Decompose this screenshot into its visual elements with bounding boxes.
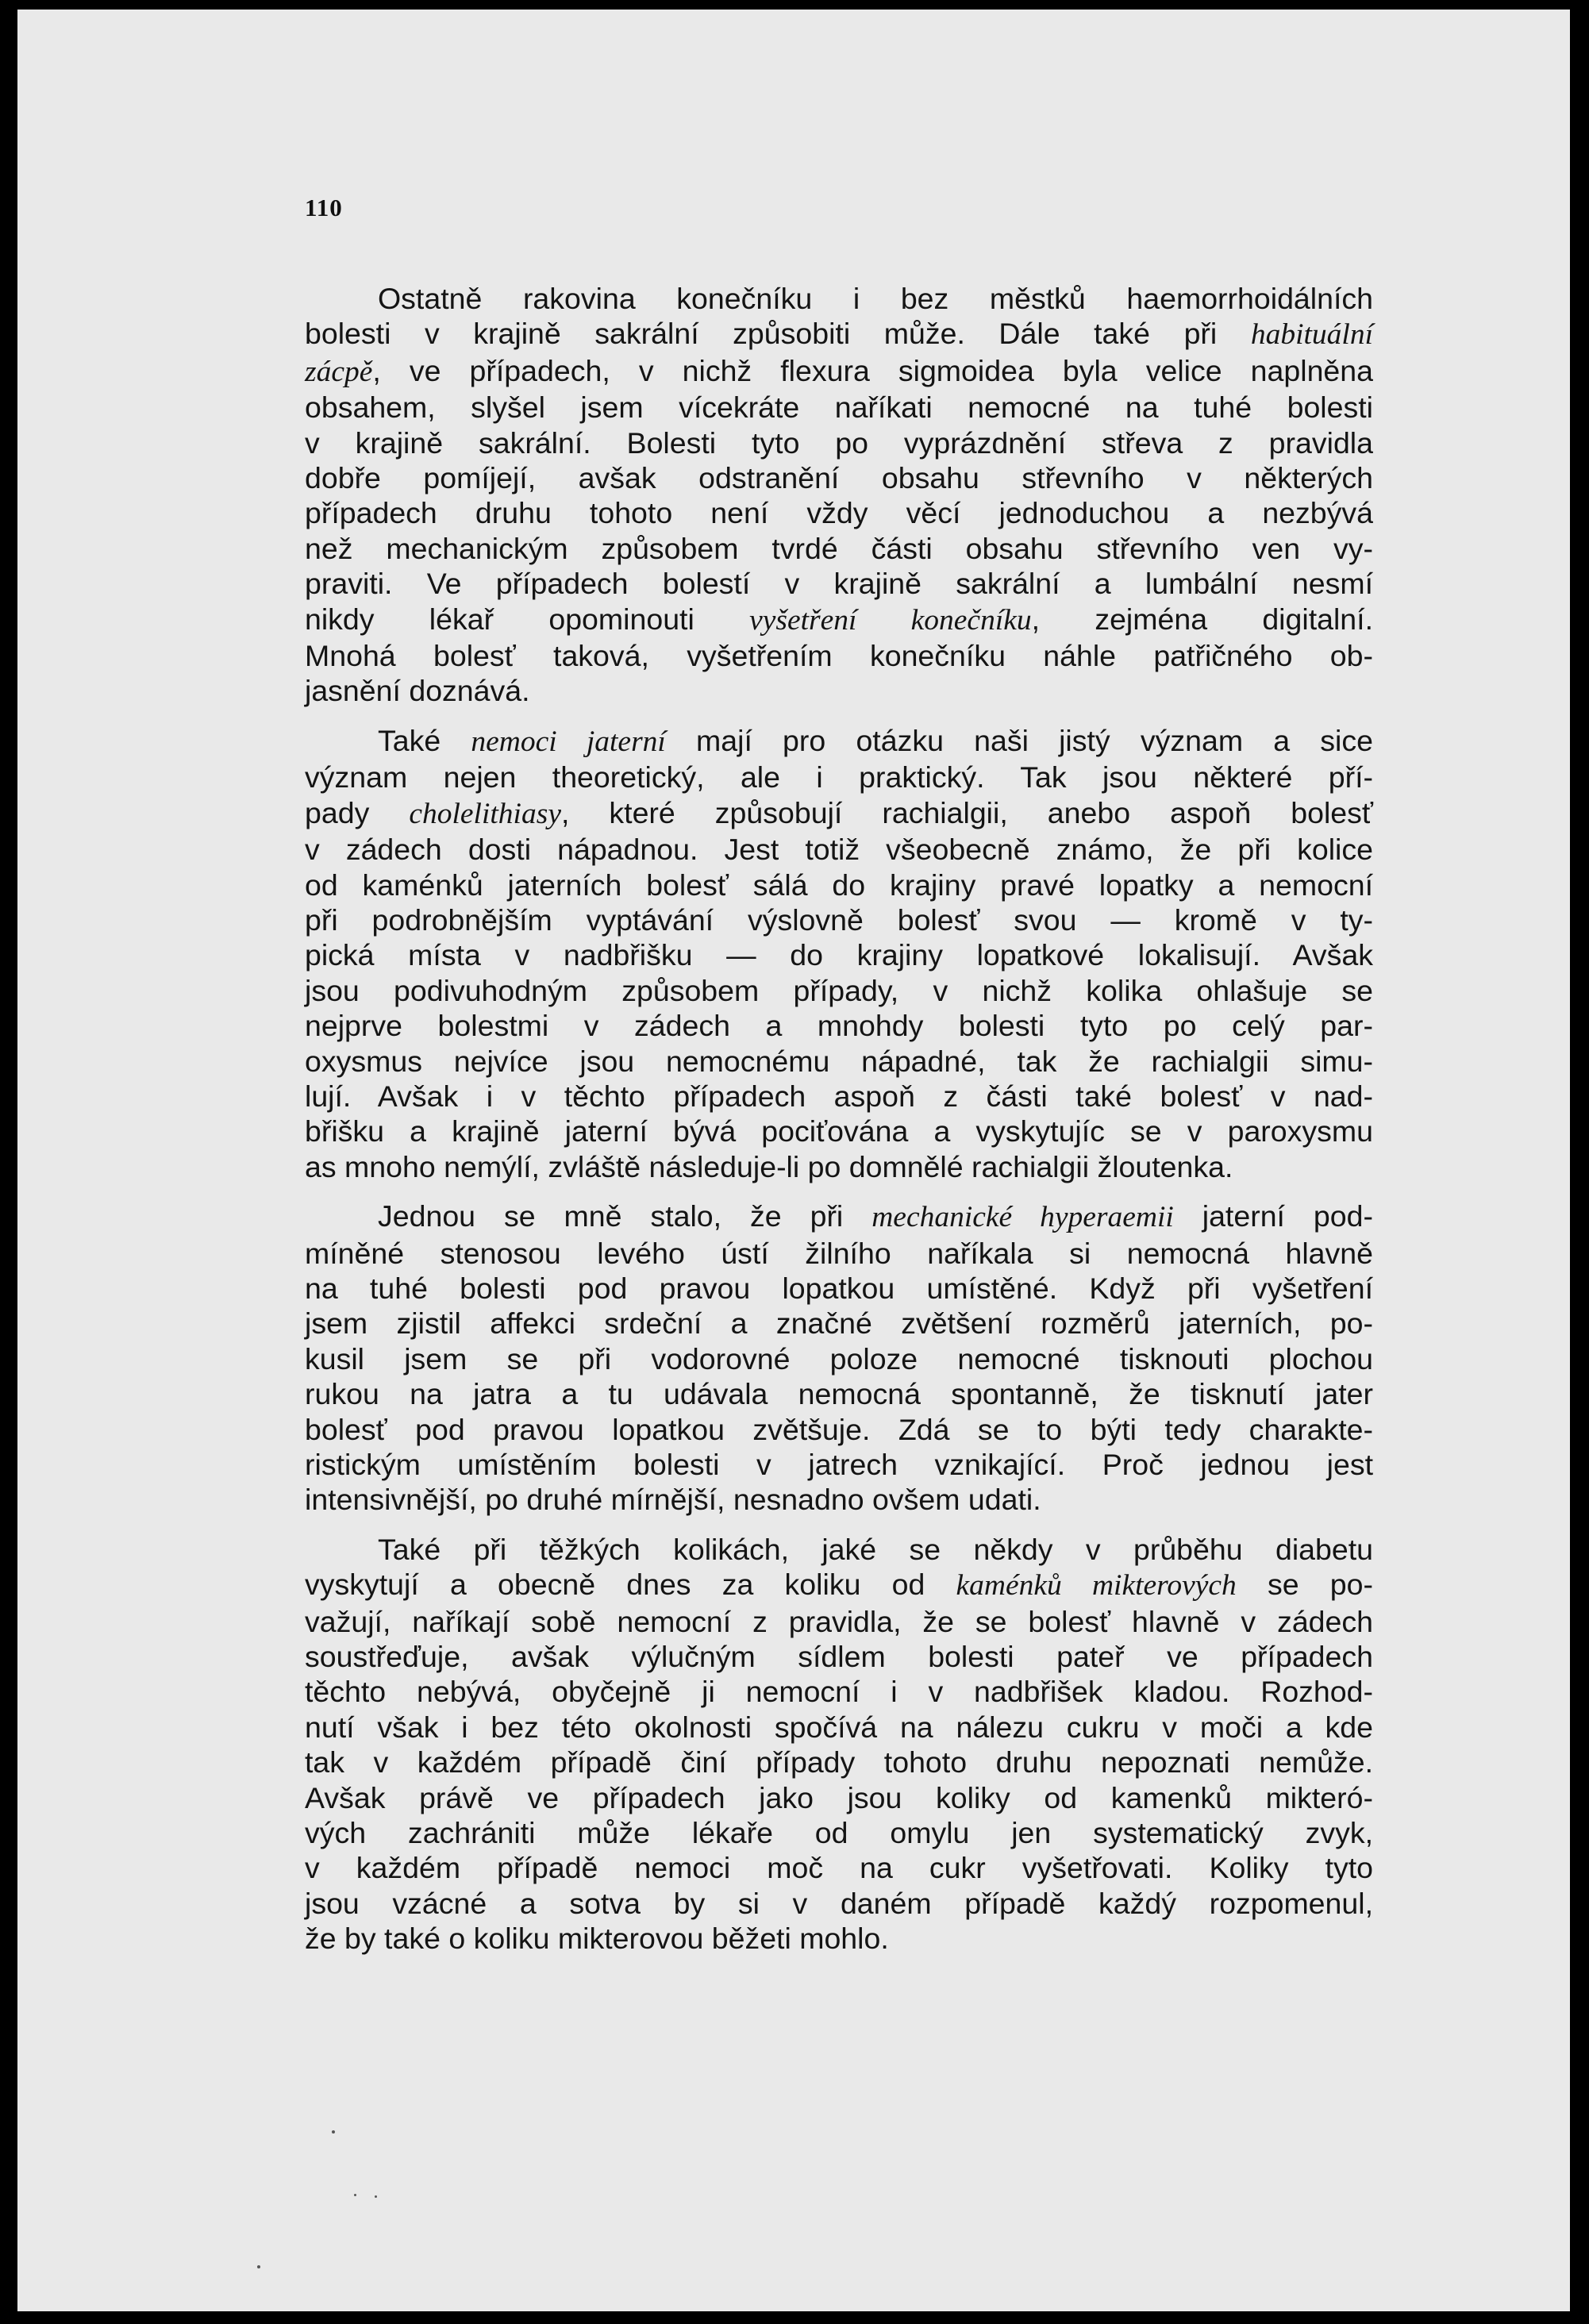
text-line: nejprve bolestmi v zádech a mnohdy bolesti tyto po celý par- bbox=[305, 1009, 1373, 1043]
text-line: Také nemoci jaterní mají pro otázku naši jistý význam a sice bbox=[378, 723, 1373, 758]
paper-speck bbox=[257, 2265, 260, 2268]
text-line: Avšak právě ve případech jako jsou koliky od kamenků mikteró- bbox=[305, 1780, 1373, 1814]
text-line: jsou podivuhodným způsobem případy, v nichž kolika ohlašuje se bbox=[305, 973, 1373, 1007]
text-line: v každém případě nemoci moč na cukr vyšetřovati. Koliky tyto bbox=[305, 1851, 1373, 1885]
text-line: těchto nebývá, obyčejně ji nemocní i v nadbřišek kladou. Rozhod- bbox=[305, 1675, 1373, 1709]
text-line: obsahem, slyšel jsem vícekráte naříkati nemocné na tuhé bolesti bbox=[305, 391, 1373, 425]
text-line: Mnohá bolesť taková, vyšetřením konečníku náhle patřičného ob- bbox=[305, 639, 1373, 673]
page-number: 110 bbox=[305, 194, 343, 221]
text-line: intensivnější, po druhé mírnější, nesnadno ovšem udati. bbox=[305, 1483, 1041, 1517]
text-line: soustřeďuje, avšak výlučným sídlem bolesti pateř ve případech bbox=[305, 1640, 1373, 1674]
italic-term: habituální bbox=[1250, 318, 1373, 352]
paper-speck bbox=[354, 2194, 356, 2196]
text-line: jsou vzácné a sotva by si v daném případě každý rozpomenul, bbox=[305, 1886, 1373, 1920]
text-line: Jednou se mně stalo, že při mechanické hyperaemii jaterní pod- bbox=[378, 1199, 1373, 1234]
text-line: važují, naříkají sobě nemocní z pravidla, že se bolesť hlavně v zádech bbox=[305, 1604, 1373, 1638]
text-line: nikdy lékař opominouti vyšetření konečníku, zejména digitalní. bbox=[305, 602, 1373, 637]
text-line: v zádech dosti nápadnou. Jest totiž všeobecně známo, že při kolice bbox=[305, 833, 1373, 867]
text-line: lují. Avšak i v těchto případech aspoň z části také bolesť v nad- bbox=[305, 1079, 1373, 1113]
text-line: pady cholelithiasy, které způsobují rachialgii, anebo aspoň bolesť bbox=[305, 795, 1373, 830]
text-line: vyskytují a obecně dnes za koliku od kaménků mikterových se po- bbox=[305, 1568, 1373, 1603]
text-line: as mnoho nemýlí, zvláště následuje-li po domnělé rachialgii žloutenka. bbox=[305, 1149, 1233, 1183]
italic-term: zácpě bbox=[305, 355, 373, 388]
text-line: vých zachrániti může lékaře od omylu jen systematický zvyk, bbox=[305, 1816, 1373, 1850]
text-line: případech druhu tohoto není vždy věcí jednoduchou a nezbývá bbox=[305, 496, 1373, 530]
paper-speck bbox=[375, 2195, 377, 2198]
text-line: tak v každém případě činí případy tohoto druhu nepoznati nemůže. bbox=[305, 1745, 1373, 1780]
paper-speck bbox=[332, 2130, 335, 2134]
text-line: Také při těžkých kolikách, jaké se někdy v průběhu diabetu bbox=[378, 1532, 1373, 1566]
italic-term: mechanické hyperaemii bbox=[871, 1201, 1174, 1234]
paragraph bbox=[305, 1199, 1373, 1518]
text-line: ristickým umístěním bolesti v jatrech vznikající. Proč jednou jest bbox=[305, 1448, 1373, 1481]
text-line: v krajině sakrální. Bolesti tyto po vyprázdnění střeva z pravidla bbox=[305, 425, 1373, 460]
text-line: oxysmus nejvíce jsou nemocnému nápadné, tak že rachialgii simu- bbox=[305, 1044, 1373, 1078]
text-line: míněné stenosou levého ústí žilního naříkala si nemocná hlavně bbox=[305, 1236, 1373, 1270]
italic-term: kaménků mikterových bbox=[956, 1569, 1237, 1603]
text-line: než mechanickým způsobem tvrdé části obsahu střevního ven vy- bbox=[305, 531, 1373, 565]
paragraph bbox=[305, 723, 1373, 1184]
text-line: bolesť pod pravou lopatkou zvětšuje. Zdá se to býti tedy charakte- bbox=[305, 1412, 1373, 1446]
paragraph bbox=[305, 281, 1373, 709]
text-line: rukou na jatra a tu udávala nemocná spontanně, že tisknutí jater bbox=[305, 1377, 1373, 1411]
text-line: Ostatně rakovina konečníku i bez městků haemorrhoidálních bbox=[378, 282, 1373, 315]
text-line: nutí však i bez této okolnosti spočívá na nálezu cukru v moči a kde bbox=[305, 1710, 1373, 1744]
italic-term: vyšetření konečníku bbox=[749, 603, 1032, 637]
text-line: od kaménků jaterních bolesť sálá do krajiny pravé lopatky a nemocní bbox=[305, 868, 1373, 902]
text-line: bolesti v krajině sakrální způsobiti může. Dále také při habituální bbox=[305, 317, 1373, 352]
body-text bbox=[305, 281, 1373, 1971]
text-line: dobře pomíjejí, avšak odstranění obsahu střevního v některých bbox=[305, 461, 1373, 495]
text-line: kusil jsem se při vodorovné poloze nemocné tisknouti plochou bbox=[305, 1341, 1373, 1376]
text-line: zácpě, ve případech, v nichž flexura sigmoidea byla velice naplněna bbox=[305, 353, 1373, 388]
book-page bbox=[17, 10, 1570, 2311]
italic-term: cholelithiasy bbox=[409, 797, 561, 830]
text-line: jsem zjistil affekci srdeční a značné zvětšení rozměrů jaterních, po- bbox=[305, 1306, 1373, 1341]
paragraph bbox=[305, 1532, 1373, 1957]
text-line: význam nejen theoretický, ale i praktický. Tak jsou některé pří- bbox=[305, 760, 1373, 795]
italic-term: nemoci jaterní bbox=[471, 725, 666, 758]
text-line: břišku a krajině jaterní bývá pociťována a vyskytujíc se v paroxysmu bbox=[305, 1114, 1373, 1149]
text-line: na tuhé bolesti pod pravou lopatkou umístěné. Když při vyšetření bbox=[305, 1271, 1373, 1305]
text-line: že by také o koliku mikterovou běžeti mohlo. bbox=[305, 1922, 889, 1956]
text-line: jasnění doznává. bbox=[305, 674, 530, 708]
text-line: praviti. Ve případech bolestí v krajině sakrální a lumbální nesmí bbox=[305, 567, 1373, 601]
text-line: při podrobnějším vyptávání výslovně bolesť svou — kromě v ty- bbox=[305, 902, 1373, 937]
text-line: pická místa v nadbřišku — do krajiny lopatkové lokalisují. Avšak bbox=[305, 938, 1373, 972]
